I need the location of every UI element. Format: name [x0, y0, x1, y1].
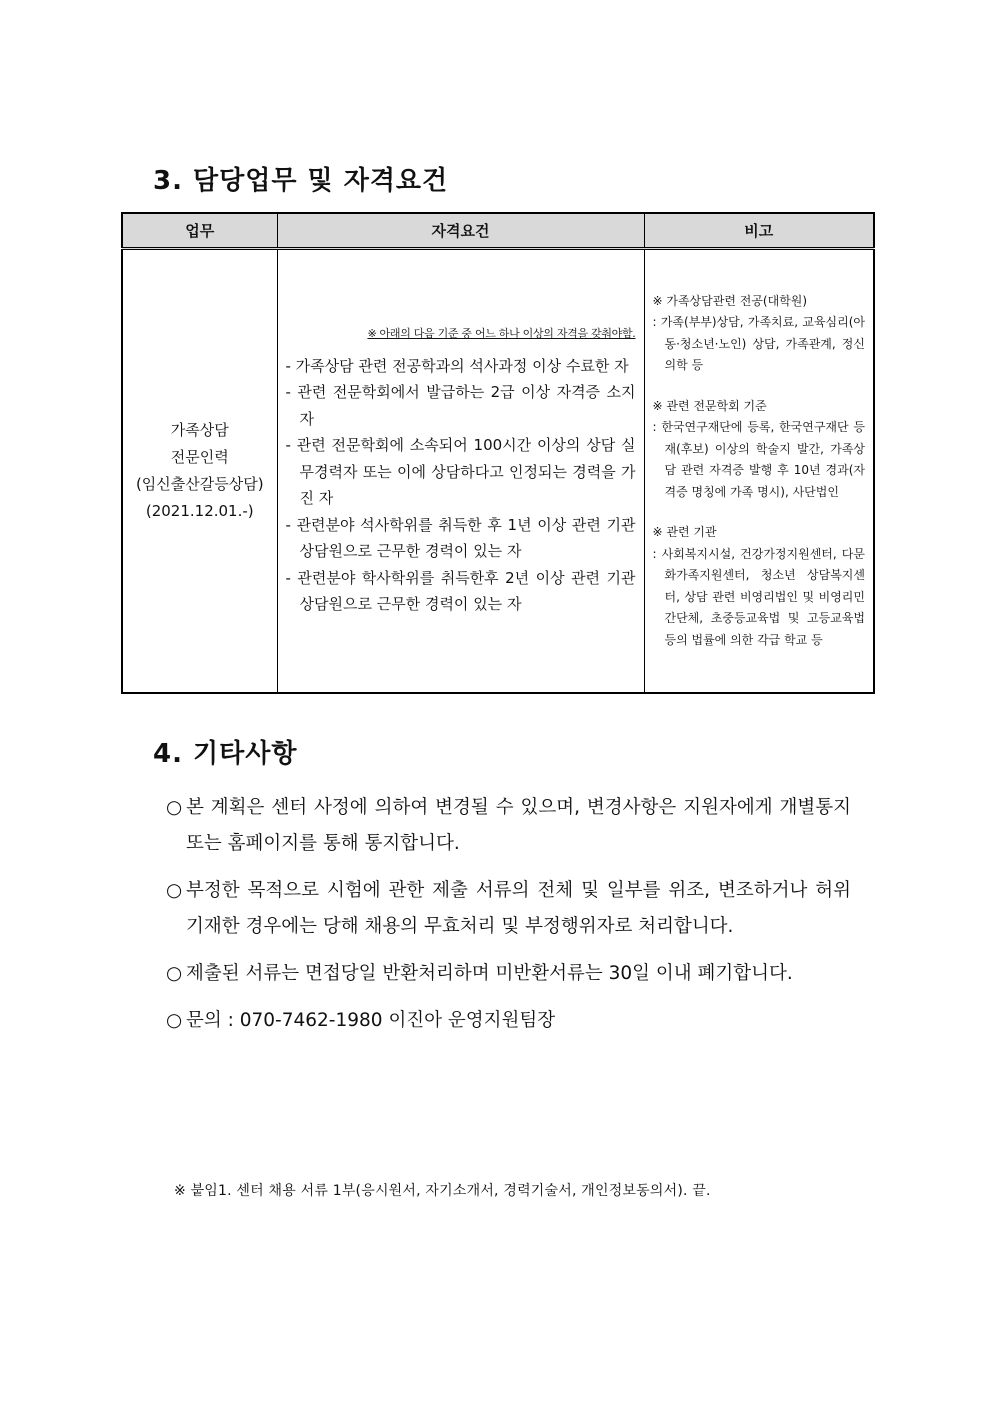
header-remarks: 비고 — [644, 213, 874, 249]
remark-body: : 사회복지시설, 건강가정지원센터, 다문화가족지원센터, 청소년 상담복지센터, 상담 관련 비영리법인 및 비영리민간단체, 초중등교육법 및 고등교육법 등의 법률에 의한 각급 학교 등 — [652, 546, 865, 647]
requirement-item: - 관련분야 학사학위를 취득한후 2년 이상 관련 기관 상담원으로 근무한 경력이 있는 자 — [285, 568, 636, 613]
remarks-cell — [644, 249, 874, 694]
requirement-item: - 관련 전문학회에 소속되어 100시간 이상의 상담 실무경력자 또는 이에 상담하다고 인정되는 경력을 가진 자 — [285, 436, 636, 507]
header-qualification: 자격요건 — [277, 213, 644, 249]
job-line: 전문인력 — [170, 448, 229, 466]
list-item-text: 부정한 목적으로 시험에 관한 제출 서류의 전체 및 일부를 위조, 변조하거나 허위 기재한 경우에는 당해 채용의 무효처리 및 부정행위자로 처리합니다. — [186, 880, 851, 937]
requirement-item: - 관련 전문학회에서 발급하는 2급 이상 자격증 소지자 — [285, 383, 636, 428]
remark-body: : 가족(부부)상담, 가족치료, 교육심리(아동·청소년·노인) 상담, 가족관계, 정신의학 등 — [652, 315, 865, 373]
header-duty: 업무 — [122, 213, 277, 249]
job-line: (임신출산갈등상담) — [135, 475, 264, 493]
job-line: 가족상담 — [170, 421, 229, 439]
circle-bullet-icon: ○ — [166, 963, 183, 984]
table-row — [122, 249, 874, 694]
list-item — [166, 790, 851, 862]
requirement-item: - 관련분야 석사학위를 취득한 후 1년 이상 관련 기관 상담원으로 근무한 경력이 있는 자 — [285, 515, 636, 560]
list-item — [166, 1003, 851, 1039]
duty-qualification-table — [121, 212, 875, 694]
notes-list — [166, 790, 851, 1050]
remark-heading: ※ 관련 기관 — [652, 525, 717, 540]
list-item — [166, 956, 851, 992]
list-item-text: 본 계획은 센터 사정에 의하여 변경될 수 있으며, 변경사항은 지원자에게 개별통지 또는 홈페이지를 통해 통지합니다. — [186, 797, 851, 854]
circle-bullet-icon: ○ — [166, 797, 183, 818]
remark-block — [653, 396, 866, 504]
attachment-footnote: ※ 붙임1. 센터 채용 서류 1부(응시원서, 자기소개서, 경력기술서, 개인정보동의서). 끝. — [174, 1183, 711, 1199]
remark-block — [653, 291, 866, 377]
remark-heading: ※ 가족상담관련 전공(대학원) — [652, 293, 808, 308]
remark-body: : 한국연구재단에 등록, 한국연구재단 등재(후보) 이상의 학술지 발간, 가족상담 관련 자격증 발행 후 10년 경과(자격증 명칭에 가족 명시), 사단법인 — [652, 420, 865, 499]
section-3-title: 3. 담당업무 및 자격요건 — [153, 166, 449, 196]
section-4-title: 4. 기타사항 — [153, 739, 298, 769]
remark-block — [653, 522, 866, 651]
table-header-row — [122, 213, 874, 249]
circle-bullet-icon: ○ — [166, 1010, 183, 1031]
remark-heading: ※ 관련 전문학회 기준 — [652, 398, 767, 413]
requirement-item: - 가족상담 관련 전공학과의 석사과정 이상 수료한 자 — [285, 356, 629, 375]
job-cell — [122, 249, 277, 694]
circle-bullet-icon: ○ — [166, 880, 183, 901]
job-line: (2021.12.01.-) — [145, 502, 254, 520]
requirements-note: ※ 아래의 다음 기준 중 어느 하나 이상의 자격을 갖춰야함. — [367, 326, 636, 340]
list-item-text: 제출된 서류는 면접당일 반환처리하며 미반환서류는 30일 이내 폐기합니다. — [186, 963, 793, 984]
contact-text: 문의 : 070-7462-1980 이진아 운영지원팀장 — [186, 1010, 556, 1031]
requirements-cell — [277, 249, 644, 694]
list-item — [166, 873, 851, 945]
